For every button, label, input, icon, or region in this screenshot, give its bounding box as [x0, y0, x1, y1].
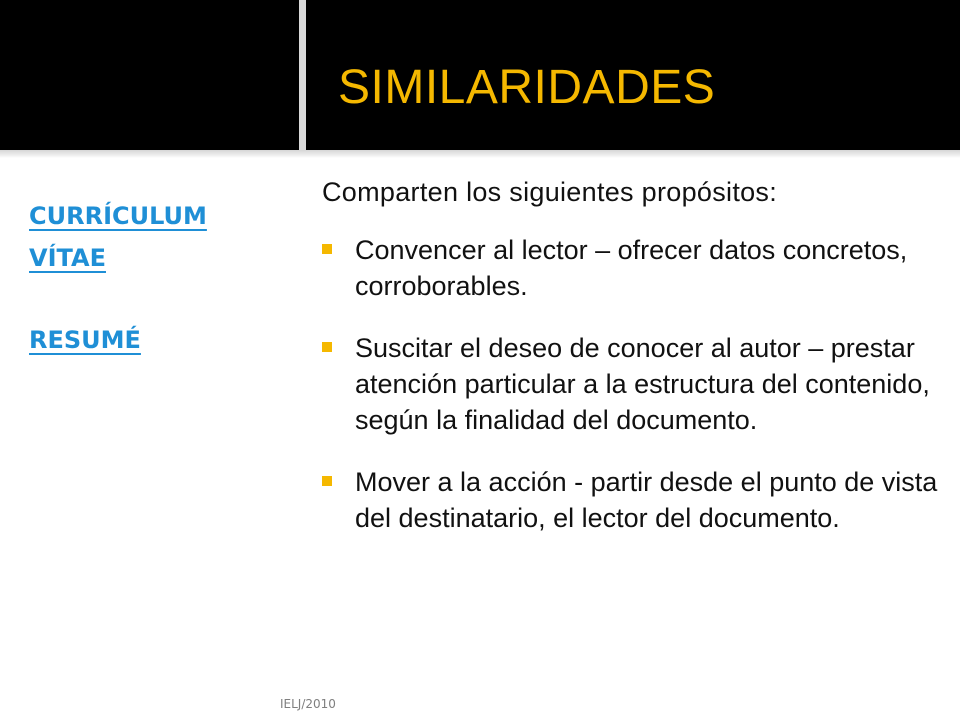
header-underline — [0, 150, 960, 158]
slide-title: SIMILARIDADES — [338, 61, 716, 114]
square-bullet-icon — [322, 342, 332, 352]
bullet-item — [322, 232, 952, 304]
bullet-text: Suscitar el deseo de conocer al autor – prestar atención particular a la estructura del contenido, según la finalidad del documento. — [355, 333, 930, 435]
bullet-text: Mover a la acción - partir desde el punto de vista del destinatario, el lector del documento. — [355, 467, 938, 533]
square-bullet-icon — [322, 244, 332, 254]
sidebar-links — [29, 195, 289, 361]
footer-credit: IELJ/2010 — [280, 697, 336, 711]
bullet-text: Convencer al lector – ofrecer datos concretos, corroborables. — [355, 235, 908, 301]
header-band-divider — [299, 0, 306, 150]
bullet-list — [322, 232, 952, 536]
resume-link[interactable]: RESUMÉ — [29, 326, 141, 354]
bullet-item — [322, 464, 952, 536]
main-content — [322, 172, 952, 562]
bullet-item — [322, 330, 952, 438]
curriculum-vitae-link[interactable]: CURRÍCULUM VÍTAE — [29, 202, 207, 272]
header-band-left — [0, 0, 299, 150]
square-bullet-icon — [322, 476, 332, 486]
intro-text: Comparten los siguientes propósitos: — [322, 177, 778, 207]
